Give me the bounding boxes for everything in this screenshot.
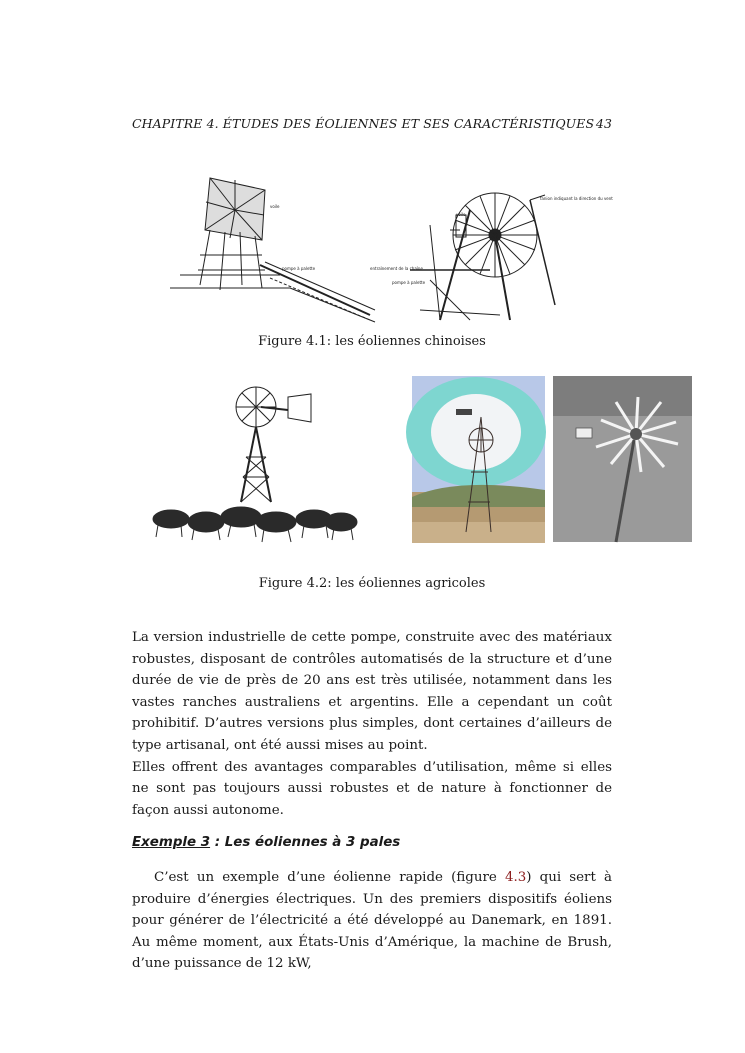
figure-4-1-caption: Figure 4.1: les éoliennes chinoises [258, 334, 486, 349]
label-pompe-left: pompe à palette [282, 266, 316, 271]
paragraph-advantages: Elles offrent des avantages comparables d’utilisation, même si elles ne sont pas toujours aussi robustes et de nature à fonctionner de façon aussi autonome. [132, 759, 612, 818]
windmill-with-cattle [153, 387, 357, 542]
example-label: Exemple 3 [132, 835, 211, 850]
chapter-title: CHAPITRE 4. ÉTUDES DES ÉOLIENNES ET SES CARACTÉRISTIQUES [132, 116, 595, 131]
running-header [132, 116, 612, 136]
figure-4-2-caption: Figure 4.2: les éoliennes agricoles [258, 576, 486, 591]
paragraph3-text-end: ) qui sert à produire d’énergies électriques. Un des premiers dispositifs éoliens pour générer de l’électricité a été développé au Danemark, en 1891. Au même moment, aux États-Unis d’Amérique, la machine de Brush, d’une puissance de 12 kW, [132, 870, 612, 972]
label-entrainement: entraînement de la chaîne [370, 266, 423, 271]
chinese-windmill-right [410, 193, 555, 320]
chinese-windmill-left [170, 178, 375, 322]
page-number: 43 [595, 116, 612, 131]
body-text [132, 627, 612, 821]
example-title: : Les éoliennes à 3 pales [210, 835, 401, 850]
figure-reference-link[interactable]: 4.3 [504, 870, 527, 885]
label-voile-left: voile [270, 204, 280, 209]
figure-chinese-windmills [170, 170, 613, 330]
paragraph3-text-start: C’est un exemple d’une éolienne rapide (figure [154, 870, 505, 885]
figure-agricultural-windmills [146, 372, 692, 552]
label-voile-right: voile [456, 212, 466, 217]
cattle-herd [153, 507, 357, 542]
paragraph-industrial-pump: La version industrielle de cette pompe, construite avec des matériaux robustes, disposant de contrôles automatisés de la structure et d’une durée de vie de près de 20 ans est très utilisée, notamment dans les vastes ranches australiens et argentins. Elle a cependant un coût prohibitif. D’autres versions plus simples, dont certaines d’ailleurs de type artisanal, ont été aussi mises au point. [132, 630, 612, 753]
example-heading [132, 835, 400, 850]
windmill-grayscale-photo [553, 376, 692, 542]
paragraph-three-blades [132, 867, 612, 975]
label-pompe-right: pompe à palette [392, 280, 426, 285]
windmill-color-photo [406, 376, 546, 543]
label-fanion: fanion indiquant la direction du vent [540, 196, 613, 201]
